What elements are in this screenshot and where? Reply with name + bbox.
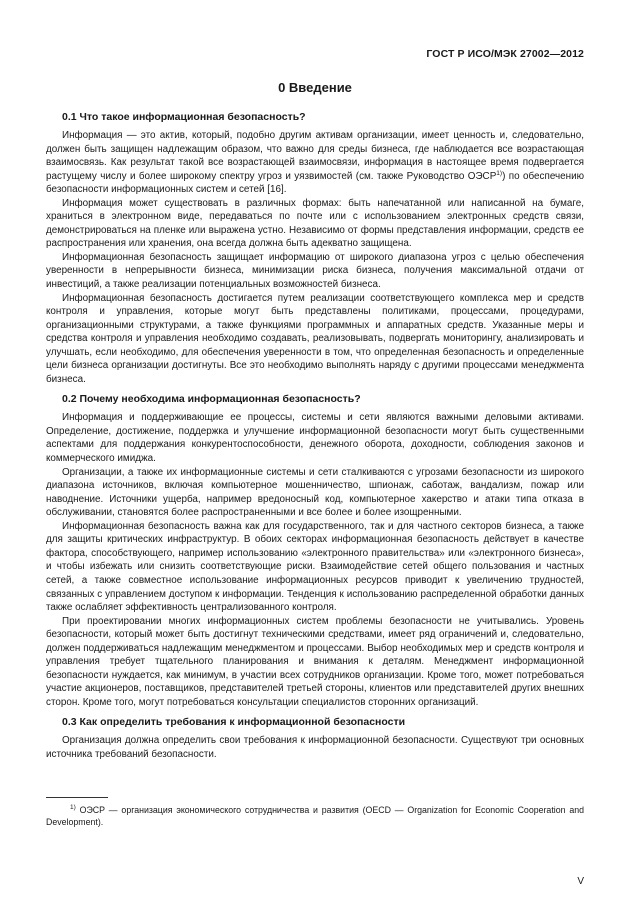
running-header: ГОСТ Р ИСО/МЭК 27002—2012: [426, 48, 584, 60]
paragraph-text: Информация — это актив, который, подобно другим активам организации, имеет ценность и, следовательно, должен быть защищен надлежащим образом, что важно для среды бизнеса, где наблюдается все возрастающая взаимосвязь. Как результат такой все возрастающей взаимосвязи, информация в настоящее время подвергается растущему числу и более широкому спектру угроз и уязвимостей (см. также Руководство ОЭСР: [46, 130, 584, 182]
page-number: V: [577, 876, 584, 887]
paragraph: При проектировании многих информационных систем проблемы безопасности не учитывались. Уровень безопасности, который может быть достигнут техническими средствами, имеет ряд ограничений и, следовательно, должен поддерживаться надлежащим менеджментом и процессами. Выбор необходимых мер и средств контроля и управления требует тщательного планирования и внимания к деталям. Менеджмент информационной безопасности нуждается, как минимум, в участии всех сотрудников организации. Кроме того, может потребоваться участие акционеров, поставщиков, представителей третьей стороны, клиентов или представителей других внешних сторон. Кроме того, могут потребоваться консультации специалистов сторонних организаций.: [46, 615, 584, 708]
paragraph: Информация может существовать в различных формах: быть напечатанной или написанной на бумаге, храниться в электронном виде, передаваться по почте или с использованием электронных средств связи, демонстрироваться на пленке или выражена устно. Независимо от формы представления информации, средств ее распространения или хранения, она всегда должна быть адекватно защищена.: [46, 197, 584, 250]
paragraph: Информационная безопасность достигается путем реализации соответствующего комплекса мер и средств контроля и управления, которые могут быть представлены политиками, процессами, процедурами, организационными структурами, а также функциями программных и аппаратных средств. Указанные меры и средства контроля и управления необходимо создавать, реализовывать, подвергать мониторингу, анализировать и улучшать, если необходимо, для обеспечения уверенности в том, что определенная безопасность и определенные цели бизнеса организации достигнуты. Все это необходимо выполнять наряду с другими процессами менеджмента бизнеса.: [46, 292, 584, 385]
footnote-marker: 1): [70, 804, 76, 811]
body-text: [46, 111, 584, 762]
paragraph: Информация и поддерживающие ее процессы, системы и сети являются важными деловыми активами. Определение, достижение, поддержка и улучшение информационной безопасности могут быть существенными аспектами для поддержания конкурентоспособности, денежного оборота, доходности, соблюдения законов и коммерческого имиджа.: [46, 412, 584, 465]
section-heading-0-1: 0.1 Что такое информационная безопасность?: [62, 111, 306, 123]
section-heading-0-3: 0.3 Как определить требования к информационной безопасности: [62, 716, 406, 729]
paragraph: [46, 129, 584, 197]
paragraph: Информационная безопасность защищает информацию от широкого диапазона угроз с целью обеспечения уверенности в непрерывности бизнеса, минимизации риска бизнеса, получения максимальной отдачи от инвестиций, а также реализации потенциальных возможностей бизнеса.: [46, 251, 584, 291]
paragraph: Организации, а также их информационные системы и сети сталкиваются с угрозами безопасности из широкого диапазона источников, включая компьютерное мошенничество, шпионаж, саботаж, вандализм, пожар или наводнение. Источники ущерба, например вредоносный код, компьютерное хакерство и атаки типа отказа в обслуживании, становятся более распространенными и все более и более изощренными.: [46, 466, 584, 519]
section-heading-0-2: 0.2 Почему необходима информационная безопасность?: [62, 393, 361, 406]
footnote-reference: 1): [496, 169, 503, 177]
paragraph-text: ) по обеспечению безопасности информационных систем и сетей [16].: [46, 170, 584, 196]
chapter-title: 0 Введение: [278, 80, 352, 95]
footnote: [46, 804, 584, 828]
footnote-divider: [46, 797, 108, 798]
paragraph: Организация должна определить свои требования к информационной безопасности. Существуют три основных источника требований безопасности.: [46, 735, 584, 760]
footnote-text: ОЭСР — организация экономического сотрудничества и развития (OECD — Organization for Economic Cooperation and Development).: [46, 805, 584, 827]
paragraph: Информационная безопасность важна как для государственного, так и для частного секторов бизнеса, а также для защиты критических инфраструктур. В обоих секторах информационная безопасность действует в качестве фактора, способствующего, например использованию «электронного правительства» или «электронного бизнеса», и чтобы избежать или снизить соответствующие риски. Взаимодействие сетей общего пользования и частных сетей, а также совместное использование информационных ресурсов приводит к увеличению трудностей, связанных с управлением доступом к информации. Тенденция к использованию распределенной обработки данных также ослабляет эффективность централизованного контроля.: [46, 520, 584, 614]
